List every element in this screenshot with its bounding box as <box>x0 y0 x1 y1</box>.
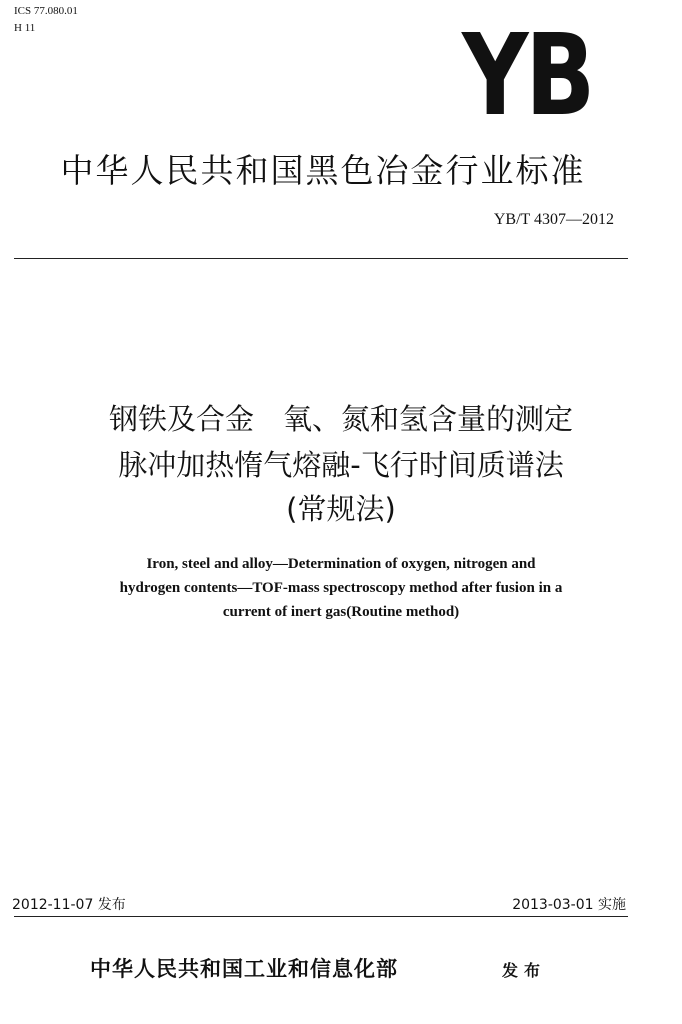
publisher: 中华人民共和国工业和信息化部 <box>90 956 398 981</box>
ccs-code: H 11 <box>14 22 36 34</box>
standard-number: YB/T 4307—2012 <box>493 211 614 228</box>
issue-date: 2012-11-07 发布 <box>12 897 126 913</box>
ics-code: ICS 77.080.01 <box>14 5 78 17</box>
title-en-line2: hydrogen contents—TOF-mass spectroscopy method after fusion in a <box>119 580 563 596</box>
title-en-line1: Iron, steel and alloy—Determination of oxygen, nitrogen and <box>146 556 536 572</box>
title-en <box>40 552 642 624</box>
title-cn-line2: 脉冲加热惰气熔融-飞行时间质谱法 <box>118 448 564 482</box>
title-cn-line1: 钢铁及合金 氧、氮和氢含量的测定 <box>108 402 573 436</box>
title-en-line3: current of inert gas(Routine method) <box>222 604 460 620</box>
implementation-date: 2013-03-01 实施 <box>512 897 626 913</box>
yb-logo: YB <box>462 11 592 141</box>
header-divider <box>14 258 628 259</box>
publish-word: 发布 <box>502 961 547 980</box>
date-divider <box>14 916 628 917</box>
title-cn-line3: (常规法) <box>286 492 396 526</box>
org-title: 中华人民共和国黑色冶金行业标准 <box>60 151 586 190</box>
